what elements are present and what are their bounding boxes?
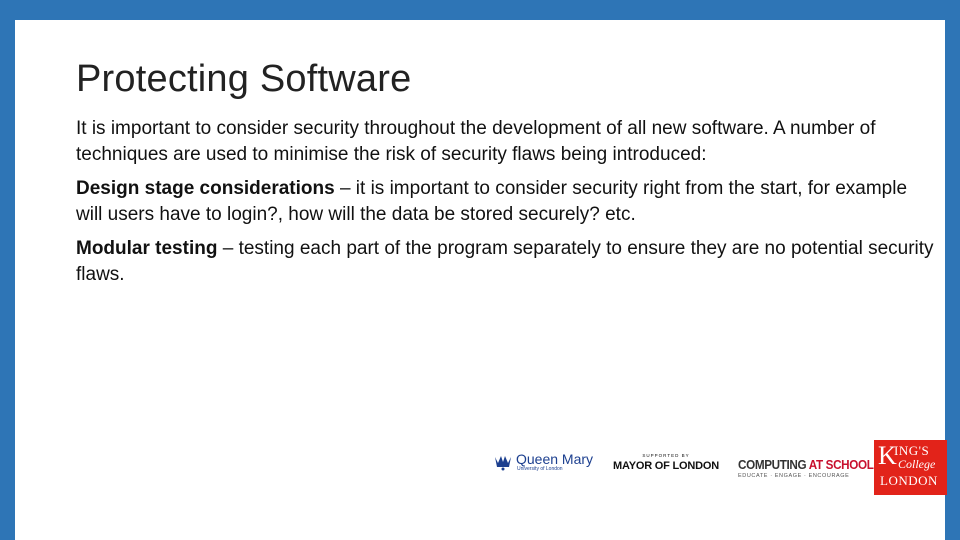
computing-at-school-logo: [738, 458, 889, 480]
point-text: – testing each part of the program separately to ensure they are no potential security flaws.: [76, 238, 934, 285]
slide-body: [76, 116, 936, 296]
supported-by-text: SUPPORTED BY: [642, 453, 690, 458]
kcl-london-text: LONDON: [880, 473, 938, 488]
point-term: Modular testing: [76, 238, 218, 259]
mayor-of-london-logo: [613, 452, 719, 472]
queen-mary-subtitle: University of London: [517, 466, 563, 472]
intro-paragraph: It is important to consider security throughout the development of all new software. A number of techniques are used to minimise the risk of security flaws being introduced:: [76, 118, 876, 165]
cas-part1: COMPUTING: [738, 457, 809, 472]
queen-mary-name: Queen Mary: [516, 451, 594, 467]
kcl-college-text: College: [898, 457, 936, 471]
point-design-stage: [76, 176, 936, 228]
kcl-kings-text: ING'S: [894, 443, 930, 458]
queen-mary-logo: [493, 452, 593, 472]
queen-mary-crest-icon: [493, 453, 513, 471]
cas-tagline: EDUCATE · ENGAGE · ENCOURAGE: [738, 473, 850, 479]
point-modular-testing: [76, 236, 936, 288]
kcl-k-letter: K: [878, 441, 897, 470]
slide-title: Protecting Software: [76, 58, 412, 100]
slide: [15, 20, 945, 540]
sponsor-logos: [493, 438, 938, 498]
kings-college-logo: [874, 440, 947, 495]
mayor-of-london-text: MAYOR OF LONDON: [613, 460, 719, 472]
point-text: – it is important to consider security right from the start, for example will users have to login?, how will the data be stored securely? etc.: [76, 178, 908, 225]
point-term: Design stage considerations: [76, 178, 335, 199]
cas-part2: AT SCHOOL: [808, 457, 874, 472]
